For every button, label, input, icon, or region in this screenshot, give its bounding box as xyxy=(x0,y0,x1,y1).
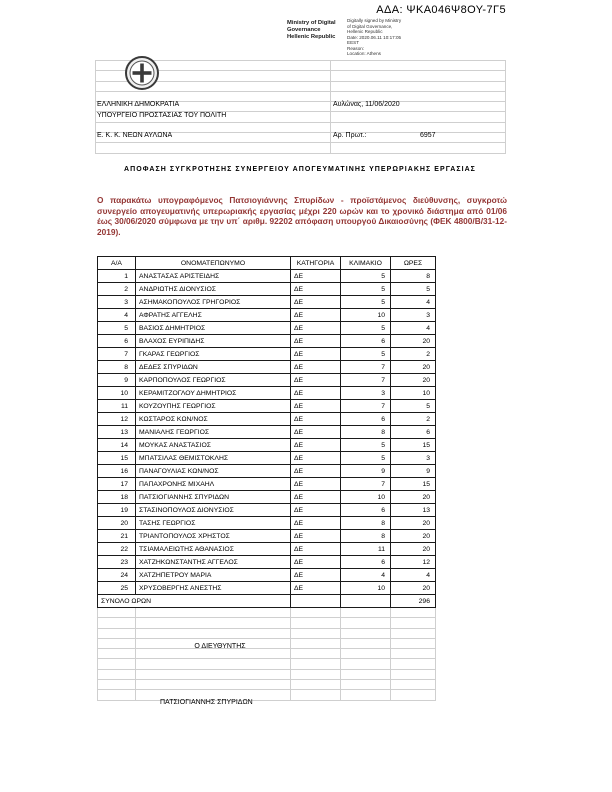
table-cell: 13 xyxy=(391,504,436,517)
ghost-row xyxy=(98,618,436,628)
column-header-category: ΚΑΤΗΓΟΡΙΑ xyxy=(291,257,341,270)
table-row xyxy=(98,556,436,569)
table-cell: 6 xyxy=(341,413,391,426)
table-row xyxy=(98,582,436,595)
table-cell: 3 xyxy=(341,387,391,400)
table-cell: ΔΕ xyxy=(291,309,341,322)
table-row xyxy=(98,491,436,504)
signature-detail-line: Location: Athens xyxy=(347,51,381,56)
table-cell: 11 xyxy=(98,400,136,413)
org-name-line3: Ε. Κ. Κ. ΝΕΩΝ ΑΥΛΩΝΑ xyxy=(97,132,173,139)
ghost-cell xyxy=(391,649,436,659)
table-cell: 3 xyxy=(391,452,436,465)
table-cell: ΑΝΔΡΙΩΤΗΣ ΔΙΟΝΥΣΙΟΣ xyxy=(136,283,291,296)
table-cell: 6 xyxy=(98,335,136,348)
ghost-cell xyxy=(341,649,391,659)
table-row xyxy=(98,478,436,491)
ghost-cell xyxy=(136,659,291,669)
ghost-cell xyxy=(341,638,391,648)
table-row xyxy=(98,283,436,296)
table-cell: ΔΕ xyxy=(291,543,341,556)
table-cell: ΔΕ xyxy=(291,413,341,426)
ghost-cell xyxy=(341,690,391,700)
table-cell: 8 xyxy=(341,426,391,439)
table-cell: 13 xyxy=(98,426,136,439)
ghost-cell xyxy=(136,618,291,628)
table-row xyxy=(98,296,436,309)
table-cell: 19 xyxy=(98,504,136,517)
column-header-hours: ΩΡΕΣ xyxy=(391,257,436,270)
signature-detail-line: Reason: xyxy=(347,45,365,51)
table-cell: ΔΕ xyxy=(291,478,341,491)
ghost-cell xyxy=(291,659,341,669)
ghost-cell xyxy=(331,61,506,71)
ghost-cell xyxy=(341,628,391,638)
table-cell: 20 xyxy=(391,374,436,387)
table-cell: 20 xyxy=(391,491,436,504)
table-cell: 4 xyxy=(391,322,436,335)
table-cell: 5 xyxy=(341,322,391,335)
table-cell: 9 xyxy=(98,374,136,387)
decision-paragraph: Ο παρακάτω υπογραφόμενος Πατσιογιάννης Σπυρίδων - προϊστάμενος διεύθυνσης, συγκροτώ συνεργείο απογευματινής υπερωριακής εργασίας μέχρι 220 ωρών και το χρονικό διάστημα από 01/06 έως 30/06/2020 σύμφωνα με την υπ΄ αριθμ. 92202 απόφαση υπουργού Δικαιοσύνης (ΦΕΚ 4800/Β/31-12-2019). xyxy=(97,195,507,237)
ghost-cell xyxy=(291,649,341,659)
table-cell: ΤΑΣΗΣ ΓΕΩΡΓΙΟΣ xyxy=(136,517,291,530)
ghost-cell xyxy=(98,690,136,700)
table-cell: ΒΛΑΧΟΣ ΕΥΡΙΠΙΔΗΣ xyxy=(136,335,291,348)
ghost-cell xyxy=(98,628,136,638)
table-cell: ΤΡΙΑΝΤΟΠΟΥΛΟΣ ΧΡΗΣΤΟΣ xyxy=(136,530,291,543)
ghost-cell xyxy=(391,669,436,679)
table-cell: 4 xyxy=(391,569,436,582)
ghost-cell xyxy=(391,680,436,690)
table-cell: ΜΑΝΙΑΛΗΣ ΓΕΩΡΓΙΟΣ xyxy=(136,426,291,439)
ghost-cell xyxy=(391,638,436,648)
table-cell: 4 xyxy=(98,309,136,322)
ghost-row xyxy=(98,608,436,618)
table-row xyxy=(98,361,436,374)
table-cell: 6 xyxy=(341,556,391,569)
table-cell: 20 xyxy=(98,517,136,530)
table-cell: 20 xyxy=(391,530,436,543)
table-cell: ΔΕ xyxy=(291,400,341,413)
director-name: ΠΑΤΣΙΟΓΙΑΝΝΗΣ ΣΠΥΡΙΔΩΝ xyxy=(160,699,253,706)
document-date: Αυλώνας, 11/06/2020 xyxy=(333,101,400,108)
total-row xyxy=(98,595,436,608)
signature-ministry-line: Governance xyxy=(287,27,321,33)
table-cell: ΜΠΑΤΣΙΛΑΣ ΘΕΜΙΣΤΟΚΛΗΣ xyxy=(136,452,291,465)
table-cell: 5 xyxy=(341,283,391,296)
table-cell: 8 xyxy=(98,361,136,374)
table-row xyxy=(98,465,436,478)
ghost-cell xyxy=(98,649,136,659)
signature-detail-line: EEST xyxy=(347,40,359,45)
table-cell: ΔΕ xyxy=(291,387,341,400)
table-cell: 3 xyxy=(391,309,436,322)
table-cell: 5 xyxy=(341,452,391,465)
table-cell: ΚΑΡΠΟΠΟΥΛΟΣ ΓΕΩΡΓΙΟΣ xyxy=(136,374,291,387)
table-cell: ΔΕ xyxy=(291,491,341,504)
signature-details-block xyxy=(347,18,431,57)
table-cell: ΓΚΑΡΑΣ ΓΕΩΡΓΙΟΣ xyxy=(136,348,291,361)
table-row xyxy=(98,517,436,530)
table-cell: 10 xyxy=(341,491,391,504)
ada-code: ΑΔΑ: ΨΚΑ046Ψ8ΟΥ-7Γ5 xyxy=(376,4,506,16)
table-row xyxy=(98,504,436,517)
table-cell: 18 xyxy=(98,491,136,504)
ghost-cell xyxy=(136,669,291,679)
signature-detail-line: Hellenic Republic xyxy=(347,29,383,34)
signature-detail-line: Digitally signed by Ministry xyxy=(347,18,402,23)
table-cell: 1 xyxy=(98,270,136,283)
ghost-cell xyxy=(136,628,291,638)
table-cell: 2 xyxy=(98,283,136,296)
table-cell: 5 xyxy=(98,322,136,335)
table-cell: ΚΩΣΤΑΡΟΣ ΚΩΝ/ΝΟΣ xyxy=(136,413,291,426)
table-cell: 5 xyxy=(341,439,391,452)
emblem-svg xyxy=(124,55,160,91)
overtime-table xyxy=(97,256,436,608)
table-cell: 10 xyxy=(98,387,136,400)
ghost-cell xyxy=(136,649,291,659)
table-cell: ΚΕΡΑΜΙΤΖΟΓΛΟΥ ΔΗΜΗΤΡΙΟΣ xyxy=(136,387,291,400)
ghost-cell xyxy=(136,680,291,690)
ghost-cell xyxy=(391,690,436,700)
overtime-table-head xyxy=(98,257,436,270)
ghost-row xyxy=(98,628,436,638)
table-cell: 2 xyxy=(391,348,436,361)
table-header-row xyxy=(98,257,436,270)
table-row xyxy=(98,270,436,283)
table-cell: ΔΕ xyxy=(291,517,341,530)
table-cell: 15 xyxy=(391,439,436,452)
table-cell: 5 xyxy=(391,283,436,296)
table-cell: 20 xyxy=(391,517,436,530)
table-cell: 4 xyxy=(341,569,391,582)
ghost-cell xyxy=(391,608,436,618)
table-cell: ΔΕ xyxy=(291,426,341,439)
table-cell: ΜΟΥΚΑΣ ΑΝΑΣΤΑΣΙΟΣ xyxy=(136,439,291,452)
table-row xyxy=(98,374,436,387)
table-cell: 8 xyxy=(341,517,391,530)
table-cell: ΔΕ xyxy=(291,348,341,361)
table-cell: ΔΕ xyxy=(291,465,341,478)
table-cell: ΧΑΤΖΗΚΩΝΣΤΑΝΤΗΣ ΑΓΓΕΛΟΣ xyxy=(136,556,291,569)
table-cell: ΧΡΥΣΟΒΕΡΓΗΣ ΑΝΕΣΤΗΣ xyxy=(136,582,291,595)
table-cell: ΔΕ xyxy=(291,296,341,309)
column-header-aa: Α/Α xyxy=(98,257,136,270)
ghost-cell xyxy=(96,143,331,153)
table-cell: 2 xyxy=(391,413,436,426)
table-cell: 7 xyxy=(341,400,391,413)
table-cell: 23 xyxy=(98,556,136,569)
table-row xyxy=(98,439,436,452)
table-row xyxy=(98,426,436,439)
footer-grid xyxy=(97,607,436,701)
table-cell: 5 xyxy=(341,296,391,309)
table-cell: 7 xyxy=(341,361,391,374)
column-header-name: ΟΝΟΜΑΤΕΠΩΝΥΜΟ xyxy=(136,257,291,270)
table-cell: 20 xyxy=(391,335,436,348)
table-cell: 7 xyxy=(341,478,391,491)
ghost-cell xyxy=(136,608,291,618)
table-cell: 12 xyxy=(391,556,436,569)
table-cell: ΤΣΙΑΜΑΛΕΙΩΤΗΣ ΑΘΑΝΑΣΙΟΣ xyxy=(136,543,291,556)
table-cell: 5 xyxy=(341,348,391,361)
table-cell: ΚΟΥΖΟΥΠΗΣ ΓΕΩΡΓΙΟΣ xyxy=(136,400,291,413)
table-cell: ΔΕ xyxy=(291,361,341,374)
ghost-cell xyxy=(341,669,391,679)
ghost-cell xyxy=(391,628,436,638)
table-row xyxy=(98,543,436,556)
column-header-grade: ΚΛΙΜΑΚΙΟ xyxy=(341,257,391,270)
table-cell: ΑΝΑΣΤΑΣΑΣ ΑΡΙΣΤΕΙΔΗΣ xyxy=(136,270,291,283)
table-cell: ΠΑΠΑΧΡΟΝΗΣ ΜΙΧΑΗΛ xyxy=(136,478,291,491)
table-cell: ΔΕ xyxy=(291,452,341,465)
table-cell: 25 xyxy=(98,582,136,595)
ghost-cell xyxy=(341,659,391,669)
table-cell: 12 xyxy=(98,413,136,426)
table-cell: ΔΕ xyxy=(291,439,341,452)
table-cell: 24 xyxy=(98,569,136,582)
table-cell: ΠΑΤΣΙΟΓΙΑΝΝΗΣ ΣΠΥΡΙΔΩΝ xyxy=(136,491,291,504)
table-cell: 20 xyxy=(391,361,436,374)
table-row xyxy=(98,387,436,400)
total-empty-cell xyxy=(291,595,341,608)
table-cell: ΔΕ xyxy=(291,556,341,569)
ghost-cell xyxy=(291,608,341,618)
table-row xyxy=(98,309,436,322)
table-row xyxy=(98,413,436,426)
signature-ministry-line: Ministry of Digital xyxy=(287,20,336,26)
table-cell: ΔΕ xyxy=(291,270,341,283)
table-cell: 11 xyxy=(341,543,391,556)
table-cell: 17 xyxy=(98,478,136,491)
document-title: ΑΠΟΦΑΣΗ ΣΥΓΚΡΟΤΗΣΗΣ ΣΥΝΕΡΓΕΙΟΥ ΑΠΟΓΕΥΜΑΤΙΝΗΣ ΥΠΕΡΩΡΙΑΚΗΣ ΕΡΓΑΣΙΑΣ xyxy=(124,166,476,173)
table-cell: ΑΣΗΜΑΚΟΠΟΥΛΟΣ ΓΡΗΓΟΡΙΟΣ xyxy=(136,296,291,309)
overtime-table-body xyxy=(98,270,436,595)
table-cell: ΔΕ xyxy=(291,530,341,543)
ghost-cell xyxy=(98,638,136,648)
org-name-line2: ΥΠΟΥΡΓΕΙΟ ΠΡΟΣΤΑΣΙΑΣ ΤΟΥ ΠΟΛΙΤΗ xyxy=(97,112,227,119)
protocol-label: Αρ. Πρωτ.: xyxy=(333,132,367,139)
total-empty-cell xyxy=(341,595,391,608)
signature-detail-line: Date: 2020.06.11 10:17:05 xyxy=(347,34,402,40)
table-cell: 10 xyxy=(391,387,436,400)
table-cell: ΑΦΡΑΤΗΣ ΑΓΓΕΛΗΣ xyxy=(136,309,291,322)
ghost-cell xyxy=(391,659,436,669)
ghost-cell xyxy=(98,608,136,618)
table-cell: ΔΕ xyxy=(291,569,341,582)
ghost-cell xyxy=(341,680,391,690)
table-cell: ΔΕ xyxy=(291,322,341,335)
total-hours-value: 296 xyxy=(391,595,436,608)
protocol-number: 6957 xyxy=(420,132,436,139)
table-cell: 15 xyxy=(98,452,136,465)
table-cell: 5 xyxy=(341,270,391,283)
overtime-table-foot xyxy=(98,595,436,608)
table-cell: 6 xyxy=(341,335,391,348)
director-title: Ο ΔΙΕΥΘΥΝΤΗΣ xyxy=(194,643,246,650)
table-cell: ΔΕ xyxy=(291,504,341,517)
table-cell: ΔΕ xyxy=(291,582,341,595)
table-cell: 20 xyxy=(391,582,436,595)
table-cell: 7 xyxy=(98,348,136,361)
ghost-cell xyxy=(98,669,136,679)
ghost-row xyxy=(96,143,506,153)
table-cell: 6 xyxy=(341,504,391,517)
ghost-row xyxy=(98,649,436,659)
table-cell: 20 xyxy=(391,543,436,556)
table-cell: 14 xyxy=(98,439,136,452)
table-row xyxy=(98,348,436,361)
table-cell: ΔΕ xyxy=(291,335,341,348)
table-cell: 10 xyxy=(341,582,391,595)
ghost-cell xyxy=(391,618,436,628)
table-cell: 21 xyxy=(98,530,136,543)
table-row xyxy=(98,335,436,348)
ghost-cell xyxy=(291,680,341,690)
ghost-row xyxy=(98,680,436,690)
table-cell: 9 xyxy=(391,465,436,478)
signature-ministry-block xyxy=(287,20,345,41)
ghost-cell xyxy=(291,628,341,638)
table-cell: 15 xyxy=(391,478,436,491)
table-cell: 7 xyxy=(341,374,391,387)
ghost-row xyxy=(98,669,436,679)
signature-detail-line: of Digital Governance, xyxy=(347,23,393,29)
table-cell: 8 xyxy=(391,270,436,283)
table-row xyxy=(98,530,436,543)
table-cell: ΧΑΤΖΗΠΕΤΡΟΥ ΜΑΡΙΑ xyxy=(136,569,291,582)
ghost-row xyxy=(98,659,436,669)
ghost-cell xyxy=(291,690,341,700)
total-label: ΣΥΝΟΛΟ ΩΡΩΝ xyxy=(98,595,291,608)
ghost-cell xyxy=(331,143,506,153)
table-cell: 4 xyxy=(391,296,436,309)
org-name-line1: ΕΛΛΗΝΙΚΗ ΔΗΜΟΚΡΑΤΙΑ xyxy=(97,101,180,108)
table-row xyxy=(98,452,436,465)
ghost-cell xyxy=(98,680,136,690)
ghost-row xyxy=(98,690,436,700)
ghost-cell xyxy=(98,618,136,628)
table-cell: ΠΑΝΑΓΟΥΛΙΑΣ ΚΩΝ/ΝΟΣ xyxy=(136,465,291,478)
table-cell: 3 xyxy=(98,296,136,309)
table-row xyxy=(98,322,436,335)
table-cell: 6 xyxy=(391,426,436,439)
hellenic-republic-emblem-icon xyxy=(124,55,160,91)
table-cell: ΣΤΑΣΙΝΟΠΟΥΛΟΣ ΔΙΟΝΥΣΙΟΣ xyxy=(136,504,291,517)
table-cell: ΔΕ xyxy=(291,283,341,296)
table-row xyxy=(98,400,436,413)
table-cell: ΔΕ xyxy=(291,374,341,387)
ghost-cell xyxy=(331,81,506,91)
table-cell: ΔΕΔΕΣ ΣΠΥΡΙΔΩΝ xyxy=(136,361,291,374)
signature-ministry-line: Hellenic Republic xyxy=(287,34,336,40)
ghost-cell xyxy=(341,618,391,628)
ghost-cell xyxy=(331,71,506,81)
table-cell: 5 xyxy=(391,400,436,413)
ghost-cell xyxy=(291,669,341,679)
ghost-cell xyxy=(98,659,136,669)
ghost-cell xyxy=(291,618,341,628)
ghost-cell xyxy=(341,608,391,618)
table-cell: ΒΑΣΙΟΣ ΔΗΜΗΤΡΙΟΣ xyxy=(136,322,291,335)
table-cell: 8 xyxy=(341,530,391,543)
table-row xyxy=(98,569,436,582)
ghost-cell xyxy=(331,112,506,122)
table-cell: 22 xyxy=(98,543,136,556)
table-cell: 9 xyxy=(341,465,391,478)
table-cell: 10 xyxy=(341,309,391,322)
table-cell: 16 xyxy=(98,465,136,478)
